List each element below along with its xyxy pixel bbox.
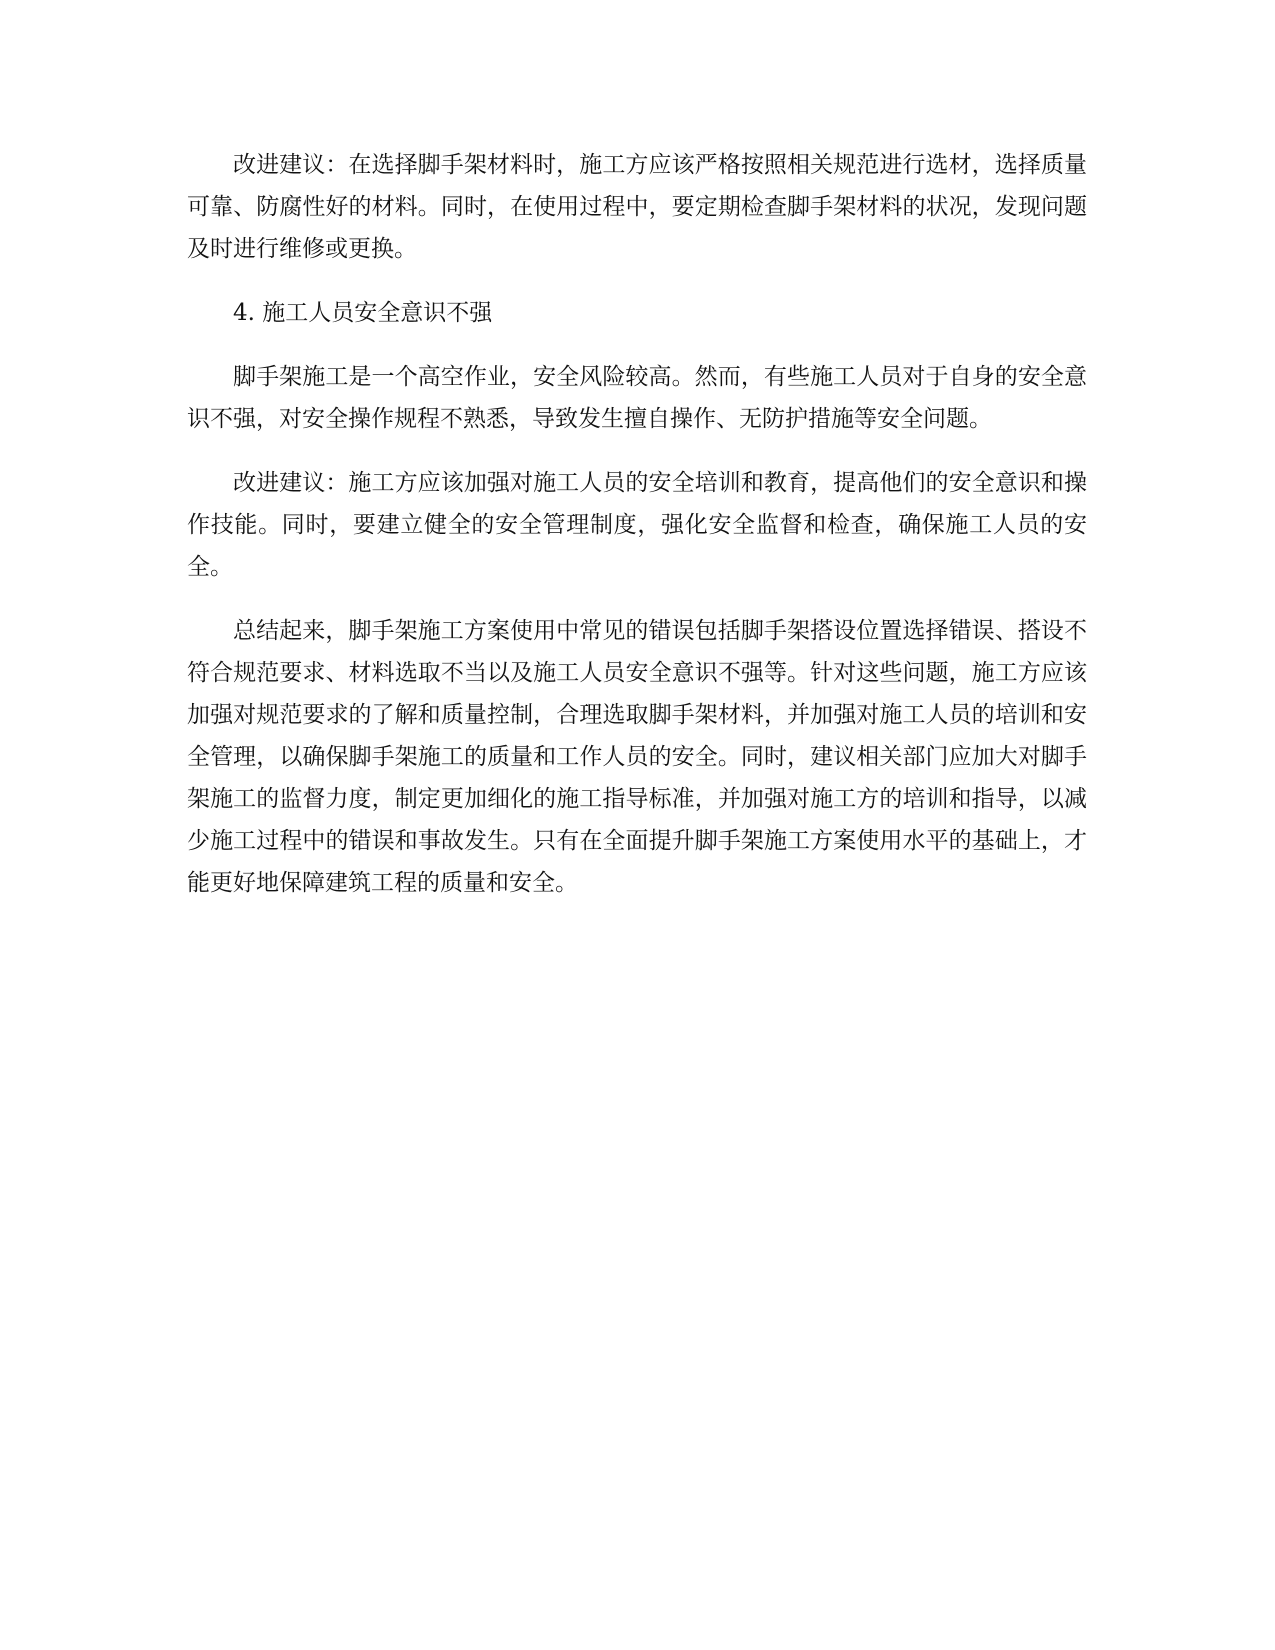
paragraph-safety-suggestion: 改进建议：施工方应该加强对施工人员的安全培训和教育，提高他们的安全意识和操作技能。同时，要建立健全的安全管理制度，强化安全监督和检查，确保施工人员的安全。 — [187, 470, 1087, 580]
paragraph-safety-problem: 脚手架施工是一个高空作业，安全风险较高。然而，有些施工人员对于自身的安全意识不强，对安全操作规程不熟悉，导致发生擅自操作、无防护措施等安全问题。 — [187, 364, 1087, 432]
document-body — [187, 144, 1087, 926]
section-heading-safety-awareness: 4. 施工人员安全意识不强 — [233, 300, 493, 326]
paragraph-material-suggestion: 改进建议：在选择脚手架材料时，施工方应该严格按照相关规范进行选材，选择质量可靠、防腐性好的材料。同时，在使用过程中，要定期检查脚手架材料的状况，发现问题及时进行维修或更换。 — [187, 152, 1087, 262]
paragraph-summary: 总结起来，脚手架施工方案使用中常见的错误包括脚手架搭设位置选择错误、搭设不符合规范要求、材料选取不当以及施工人员安全意识不强等。针对这些问题，施工方应该加强对规范要求的了解和质量控制，合理选取脚手架材料，并加强对施工人员的培训和安全管理，以确保脚手架施工的质量和工作人员的安全。同时，建议相关部门应加大对脚手架施工的监督力度，制定更加细化的施工指导标准，并加强对施工方的培训和指导，以减少施工过程中的错误和事故发生。只有在全面提升脚手架施工方案使用水平的基础上，才能更好地保障建筑工程的质量和安全。 — [187, 618, 1087, 896]
